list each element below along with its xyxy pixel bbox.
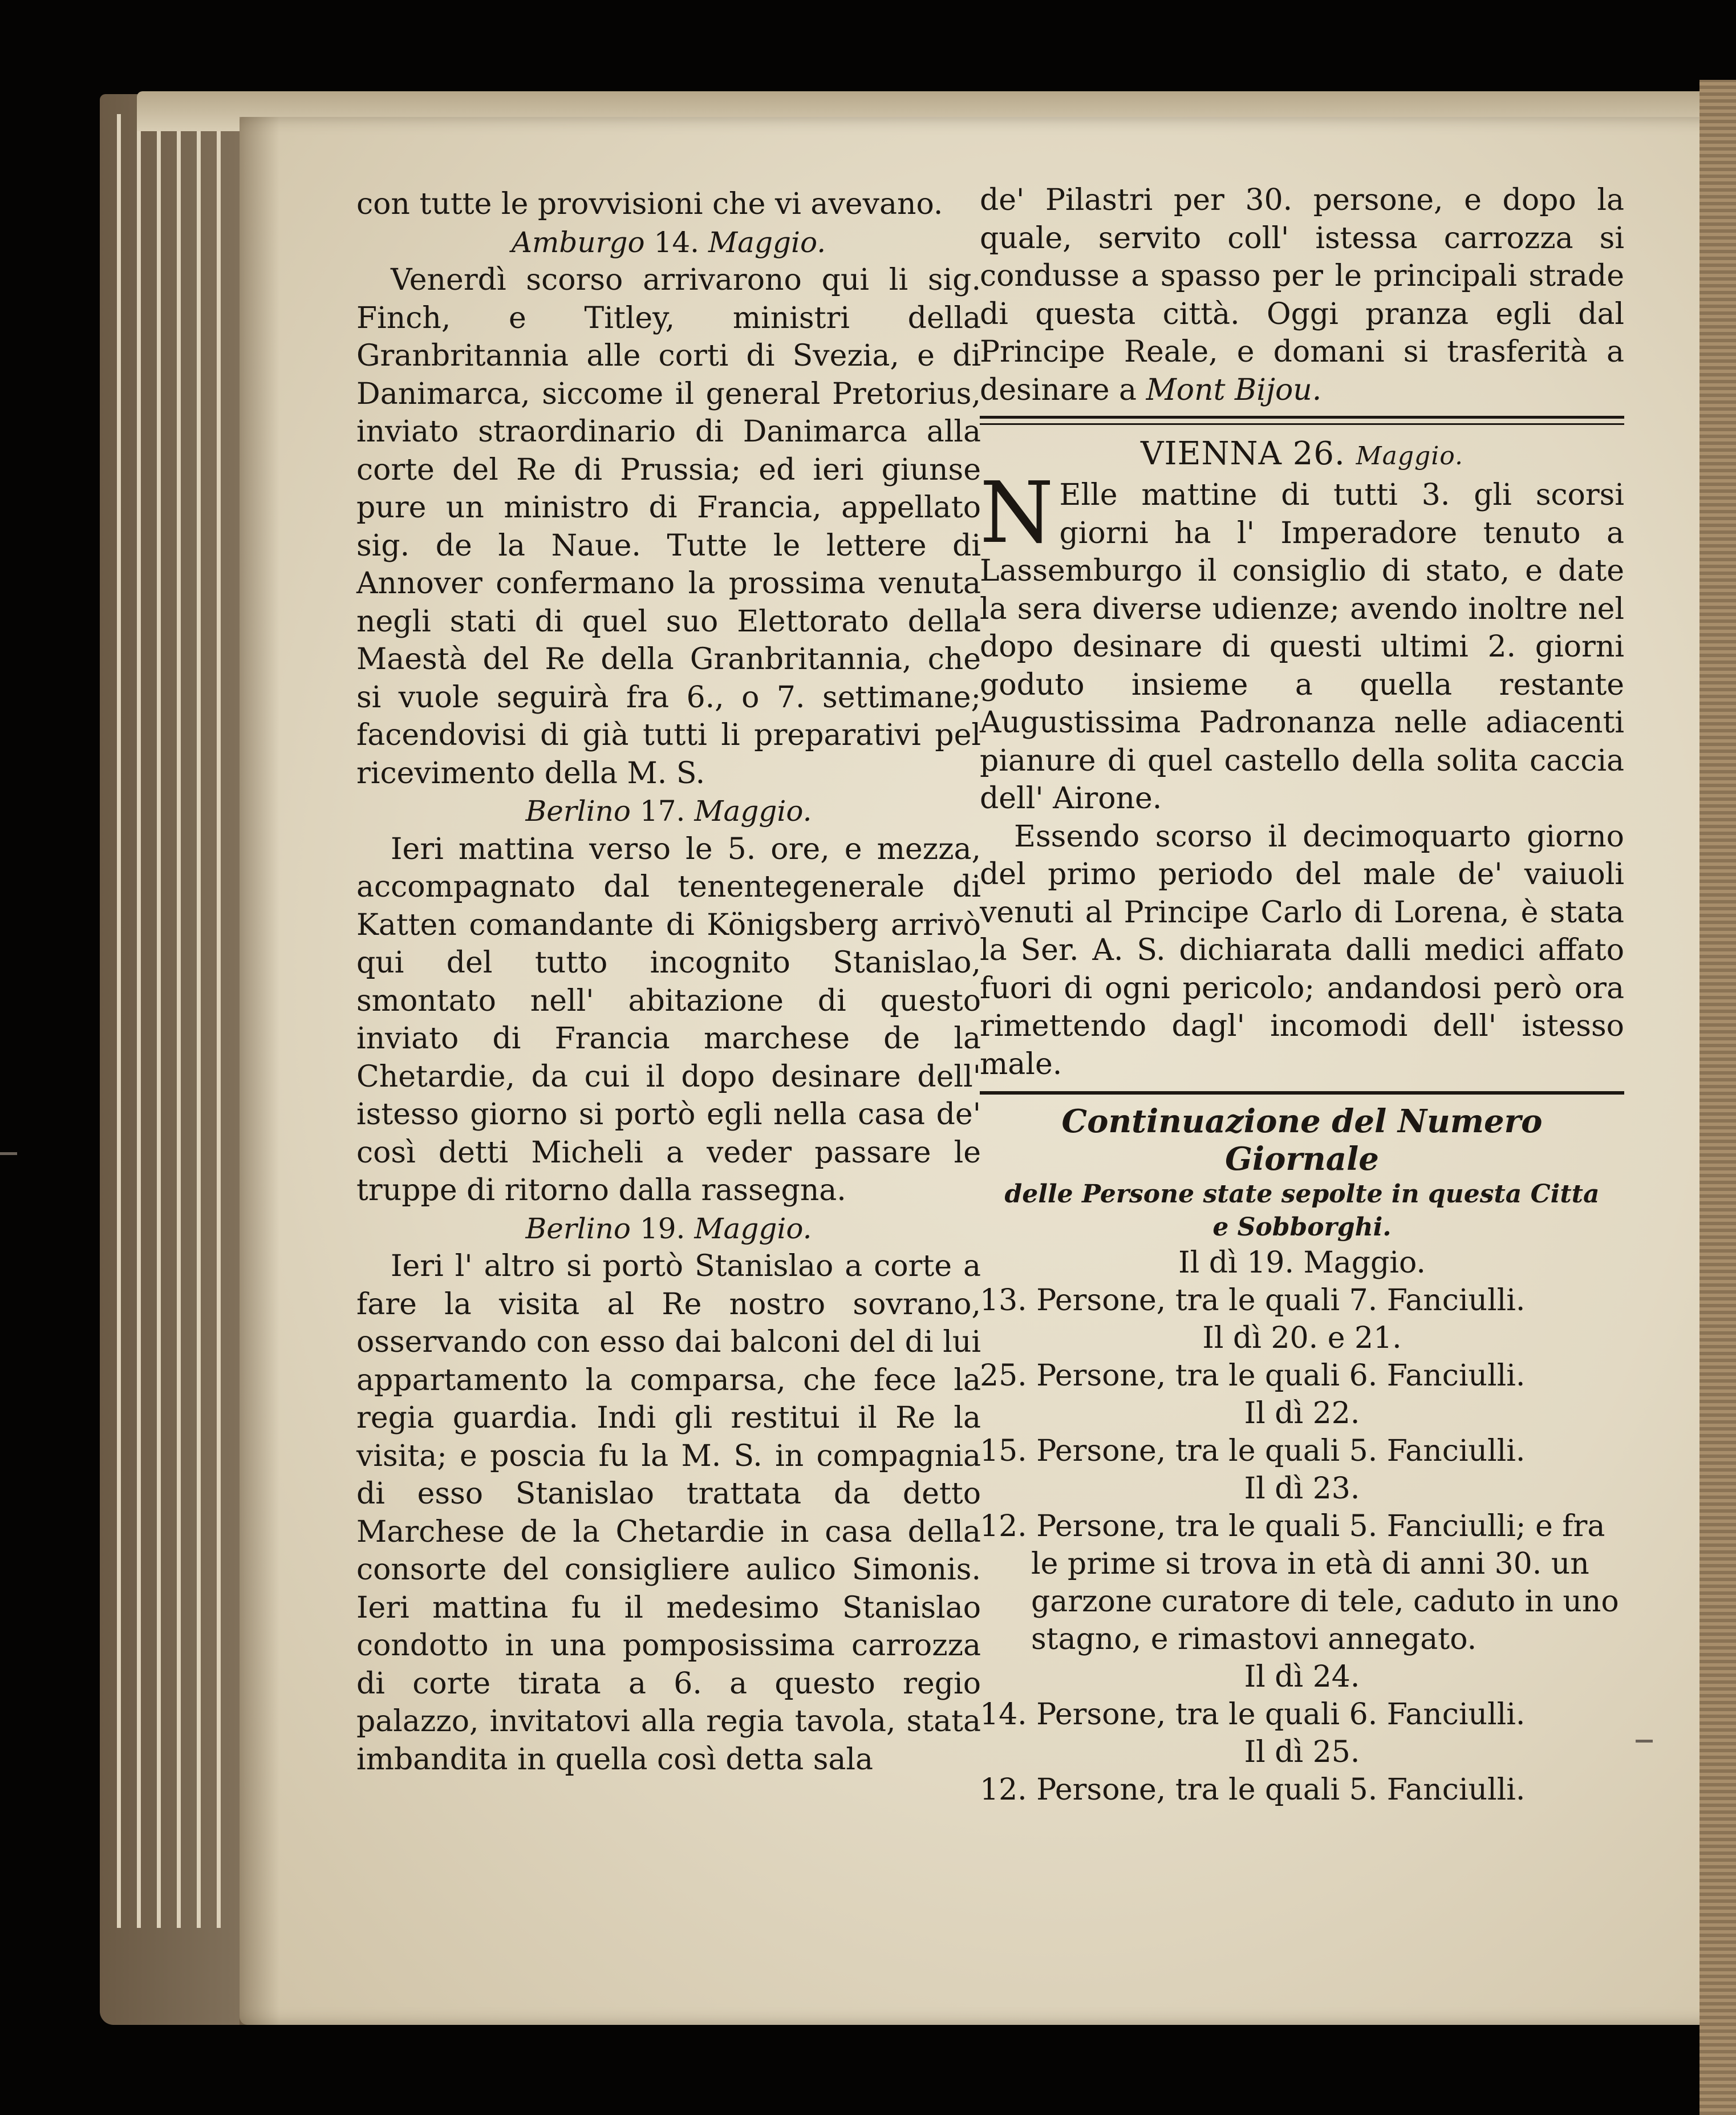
page-edge-line	[157, 114, 161, 1928]
dateline-month: Maggio.	[694, 795, 812, 828]
necrology-entry: 15. Persone, tra le quali 5. Fanciulli.	[980, 1434, 1526, 1468]
page-edge-line	[197, 114, 201, 1928]
continuation-text	[980, 181, 1624, 409]
scan-edge-mark	[1636, 1740, 1653, 1743]
necrology-subtitle: delle Persone state sepolte in questa Citta	[1004, 1180, 1600, 1209]
article-berlino-17: Ieri mattina verso le 5. ore, e mezza, accompagnato dal tenentegenerale di Katten comandante di Königsberg arrivò qui del tutto incognito Stanislao, smontato nell' abitazione di questo inviato di Francia marchese de la Chetardie, da cui il dopo desinare dell' istesso giorno si portò egli nella casa de' così detti Micheli a veder passare le truppe di ritorno dalla rassegna.	[356, 832, 981, 1208]
vienna-city: VIENNA 26.	[1141, 435, 1345, 472]
page-edge-line	[137, 114, 141, 1928]
dateline-month: Maggio.	[708, 225, 826, 259]
section-divider	[980, 1091, 1624, 1095]
dateline-day: 17.	[639, 795, 686, 828]
spine-cloth	[1700, 80, 1736, 2115]
article-berlino-19: Ieri l' altro si portò Stanislao a corte a fare la visita al Re nostro sovrano, osservando con esso dai balconi del di lui appartamento la comparsa, che fece la regia guardia. Indi gli restitui il Re la visita; e poscia fu la M. S. in compagnia di esso Stanislao trattata da detto Marchese de la Chetardie in casa della consorte del consigliere aulico Simonis. Ieri mattina fu il medesimo Stanislao condotto in una pomposissima carrozza di corte tirata a 6. a questo regio palazzo, invitatovi alla regia tavola, stata imbandita in quella così detta sala	[356, 1249, 981, 1777]
article-vienna-2: Essendo scorso il decimoquarto giorno del primo periodo del male de' vaiuoli venuti al Principe Carlo di Lorena, è stata la Ser. A. S. dichiarata dalli medici affato fuori di ogni pericolo; andandosi però ora rimettendo dagl' incomodi dell' istesso male.	[980, 819, 1624, 1081]
dateline-city: Berlino	[525, 1212, 631, 1245]
necrology-entry: 25. Persone, tra le quali 6. Fanciulli.	[980, 1359, 1526, 1393]
necrology-entry: 14. Persone, tra le quali 6. Fanciulli.	[980, 1697, 1526, 1732]
left-column	[356, 185, 981, 1778]
scan-edge-mark	[0, 1152, 17, 1155]
dateline-berlino-19	[356, 1210, 981, 1248]
necrology-subtitle: e Sobborghi.	[1212, 1213, 1392, 1242]
necrology-entry: 12. Persone, tra le quali 5. Fanciulli.	[980, 1773, 1526, 1807]
right-column	[980, 181, 1624, 1809]
page-edge-line	[177, 114, 181, 1928]
drop-cap: N	[980, 464, 1054, 562]
necrology-entry: 12. Persone, tra le quali 5. Fanciulli; e fra le prime si trova in età di anni 30. un garzone curatore di tele, caduto in uno stagno, e rimastovi annegato.	[980, 1509, 1619, 1656]
necrology-title: Continuazione del Numero Giornale	[1061, 1103, 1543, 1178]
necrology-day: Il dì 23.	[1244, 1472, 1360, 1506]
gutter-shadow	[240, 117, 279, 2025]
page-edge-line	[117, 114, 121, 1928]
necrology-day: Il dì 19. Maggio.	[1178, 1246, 1426, 1280]
dateline-vienna	[980, 434, 1624, 476]
continuation-place: Mont Bijou.	[1146, 372, 1322, 407]
dateline-month: Maggio.	[694, 1212, 812, 1245]
opening-lines: con tutte le provvisioni che vi avevano.	[356, 187, 943, 221]
dateline-day: 19.	[639, 1212, 686, 1245]
page-edge-line	[217, 114, 221, 1928]
dateline-amburgo	[356, 224, 981, 262]
dateline-day: 14.	[654, 225, 700, 259]
continuation-body: de' Pilastri per 30. persone, e dopo la quale, servito coll' istessa carrozza si condusse a spasso per le principali strade di questa città. Oggi pranza egli dal Principe Reale, e domani si trasferità a desinare a	[980, 183, 1624, 407]
necrology-day: Il dì 24.	[1244, 1660, 1360, 1694]
vienna-text-1: Elle mattine di tutti 3. gli scorsi giorni ha l' Imperadore tenuto a Lassemburgo il consiglio di stato, e date la sera diverse udienze; avendo inoltre nel dopo desinare di questi ultimi 2. giorni goduto insieme a quella restante Augustissima Padronanza nelle adiacenti pianure di quel castello della solita caccia dell' Airone.	[980, 478, 1624, 816]
dateline-berlino-17	[356, 792, 981, 830]
necrology-day: Il dì 25.	[1244, 1735, 1360, 1769]
dateline-city: Amburgo	[511, 225, 645, 259]
necrology-entry: 13. Persone, tra le quali 7. Fanciulli.	[980, 1283, 1526, 1318]
necrology-day: Il dì 22.	[1244, 1396, 1360, 1431]
article-vienna-1	[980, 464, 1624, 818]
necrology-day: Il dì 20. e 21.	[1202, 1321, 1402, 1355]
article-amburgo: Venerdì scorso arrivarono qui li sig. Finch, e Titley, ministri della Granbritannia alle corti di Svezia, e di Danimarca, siccome il general Pretorius, inviato straordinario di Danimarca alla corte del Re di Prussia; ed ieri giunse pure un ministro di Francia, appellato sig. de la Naue. Tutte le lettere di Annover confermano la prossima venuta negli stati di quel suo Elettorato della Maestà del Re della Granbritannia, che si vuole seguirà fra 6., o 7. settimane; facendovisi di già tutti li preparativi pel ricevimento della M. S.	[356, 263, 981, 791]
vienna-month: Maggio.	[1356, 441, 1463, 471]
section-divider	[980, 416, 1624, 425]
dateline-city: Berlino	[525, 795, 631, 828]
